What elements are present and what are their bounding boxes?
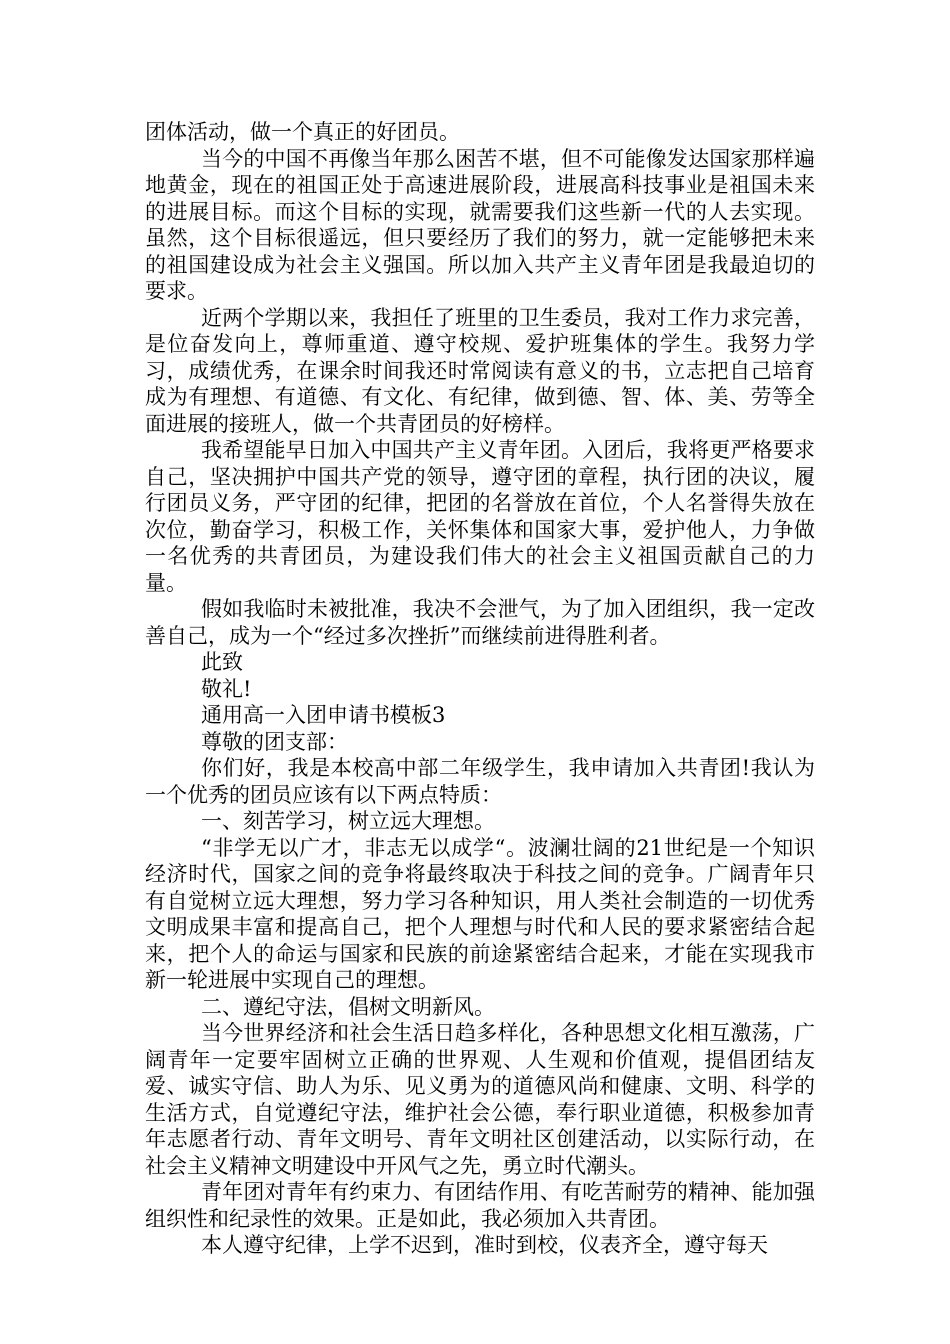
section-title: 通用高一入团申请书模板3	[201, 703, 446, 727]
document-page	[145, 119, 815, 1259]
paragraph-3: 近两个学期以来，我担任了班里的卫生委员，我对工作力求完善，是位奋发向上，尊师重道、遵守校规、爱护班集体的学生。我努力学习，成绩优秀，在课余时间我还时常阅读有意义的书，立志把自己培育成为有理想、有道德、有文化、有纪律，做到德、智、体、美、劳等全面进展的接班人，做一个共青团员的好榜样。	[145, 305, 815, 436]
paragraph-2: 当今的中国不再像当年那么困苦不堪，但不可能像发达国家那样遍地黄金，现在的祖国正处于高速进展阶段，进展高科技事业是祖国未来的进展目标。而这个目标的实现，就需要我们这些新一代的人去实现。虽然，这个目标很遥远，但只要经历了我们的努力，就一定能够把未来的祖国建设成为社会主义强国。所以加入共产主义青年团是我最迫切的要求。	[145, 146, 815, 303]
paragraph-intro: 你们好，我是本校高中部二年级学生，我申请加入共青团!我认为一个优秀的团员应该有以下两点特质：	[145, 756, 815, 807]
paragraph-5: 假如我临时未被批准，我决不会泄气，为了加入团组织，我一定改善自己，成为一个“经过多次挫折”而继续前进得胜利者。	[145, 597, 815, 648]
greeting: 尊敬的团支部：	[201, 729, 348, 754]
closing-regards: 敬礼!	[201, 676, 252, 701]
paragraph-conclusion: 青年团对青年有约束力、有团结作用、有吃苦耐劳的精神、能加强组织性和纪录性的效果。正是如此，我必须加入共青团。	[145, 1180, 815, 1231]
paragraph-4: 我希望能早日加入中国共产主义青年团。入团后，我将更严格要求自己，坚决拥护中国共产党的领导，遵守团的章程，执行团的决议，履行团员义务，严守团的纪律，把团的名誉放在首位，个人名誉得失放在次位，勤奋学习，积极工作，关怀集体和国家大事，爱护他人，力争做一名优秀的共青团员，为建设我们伟大的社会主义祖国贡献自己的力量。	[145, 438, 815, 595]
paragraph-1: 团体活动，做一个真正的好团员。	[145, 120, 460, 144]
closing-salutation: 此致	[201, 650, 243, 674]
paragraph-point-1: “非学无以广才，非志无以成学“。波澜壮阔的21世纪是一个知识经济时代，国家之间的竞争将最终取决于科技之间的竞争。广阔青年只有自觉树立远大理想，努力学习各种知识，用人类社会制造的一切优秀文明成果丰富和提高自己，把个人理想与时代和人民的要求紧密结合起来，把个人的命运与国家和民族的前途紧密结合起来，才能在实现我市新一轮进展中实现自己的理想。	[145, 835, 815, 992]
heading-point-1: 一、刻苦学习，树立远大理想。	[201, 809, 495, 833]
paragraph-point-2: 当今世界经济和社会生活日趋多样化，各种思想文化相互激荡，广阔青年一定要牢固树立正确的世界观、人生观和价值观，提倡团结友爱、诚实守信、助人为乐、见义勇为的道德风尚和健康、文明、科学的生活方式，自觉遵纪守法，维护社会公德，奉行职业道德，积极参加青年志愿者行动、青年文明号、青年文明社区创建活动，以实际行动，在社会主义精神文明建设中开风气之先，勇立时代潮头。	[145, 1021, 815, 1178]
paragraph-continued: 本人遵守纪律，上学不迟到，准时到校，仪表齐全，遵守每天	[201, 1233, 768, 1257]
heading-point-2: 二、遵纪守法，倡树文明新风。	[201, 994, 495, 1019]
